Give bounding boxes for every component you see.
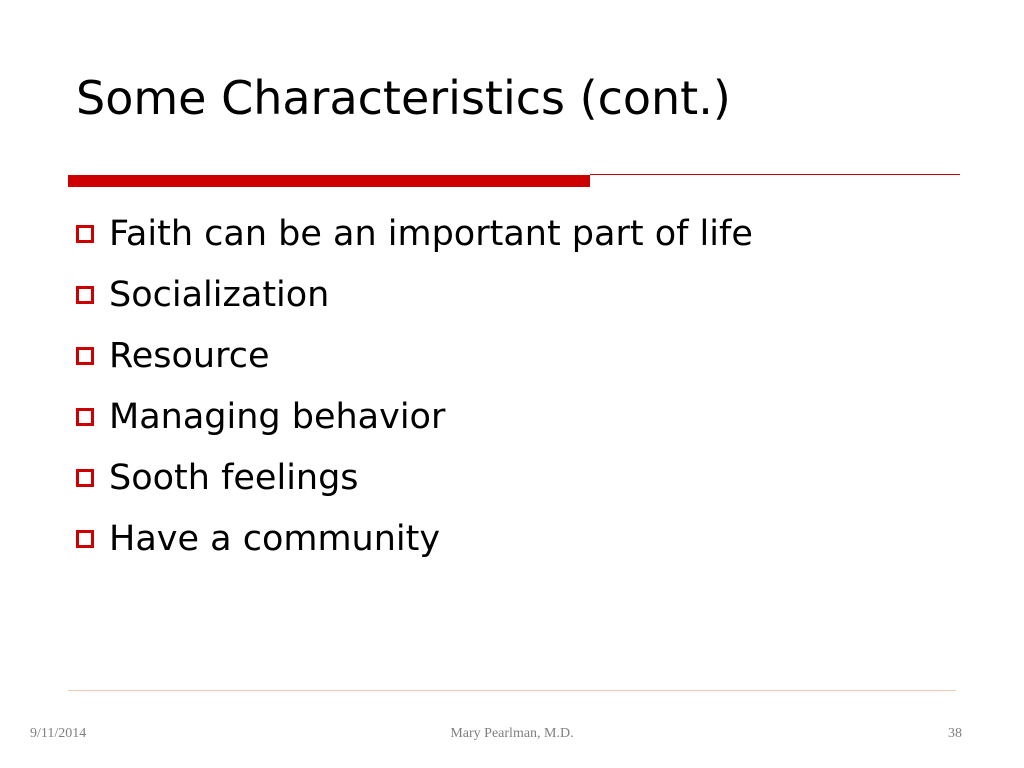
footer-date: 9/11/2014 — [30, 726, 87, 741]
slide-title: Some Characteristics (cont.) — [76, 71, 731, 125]
footer-author: Mary Pearlman, M.D. — [450, 726, 574, 741]
title-underline-thick — [68, 175, 590, 187]
bullet-text: Resource — [109, 335, 270, 376]
bullet-item — [76, 325, 753, 386]
bullet-text: Sooth feelings — [109, 457, 359, 498]
bullet-text: Managing behavior — [109, 396, 446, 437]
bullet-item — [76, 203, 753, 264]
footer-page-number: 38 — [948, 726, 962, 741]
bullet-list — [76, 203, 753, 569]
bullet-item — [76, 447, 753, 508]
bullet-item — [76, 508, 753, 569]
bullet-text: Socialization — [109, 274, 330, 315]
bullet-text: Have a community — [109, 518, 441, 559]
title-underline-thin — [590, 174, 960, 175]
footer-divider — [68, 690, 956, 691]
hollow-square-bullet-icon — [76, 286, 94, 304]
bullet-text: Faith can be an important part of life — [109, 213, 753, 254]
hollow-square-bullet-icon — [76, 469, 94, 487]
bullet-item — [76, 386, 753, 447]
bullet-item — [76, 264, 753, 325]
hollow-square-bullet-icon — [76, 225, 94, 243]
hollow-square-bullet-icon — [76, 530, 94, 548]
hollow-square-bullet-icon — [76, 408, 94, 426]
hollow-square-bullet-icon — [76, 347, 94, 365]
